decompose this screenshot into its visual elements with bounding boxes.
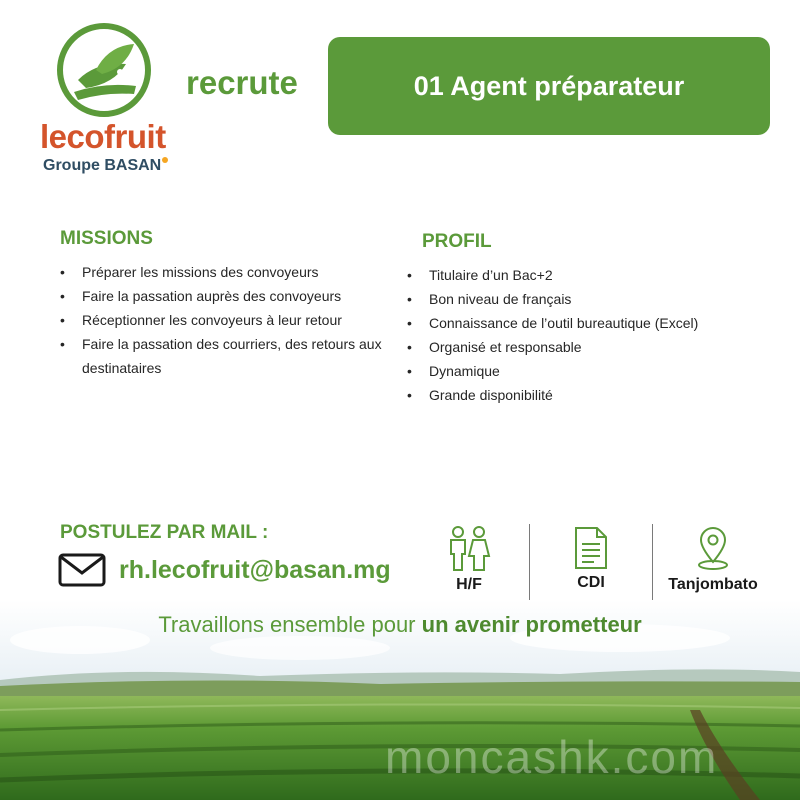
group-name xyxy=(43,157,183,175)
location-info xyxy=(654,526,772,602)
list-item: • Préparer les missions des convoyeurs xyxy=(60,260,390,284)
tagline-start: Travaillons ensemble pour xyxy=(158,612,416,637)
list-item: • Bon niveau de français xyxy=(407,287,777,311)
mail-icon xyxy=(58,553,106,587)
missions-list xyxy=(60,260,390,380)
list-item: • Titulaire d’un Bac+2 xyxy=(407,263,777,287)
missions-section xyxy=(60,228,390,380)
lecofruit-logo xyxy=(40,22,180,182)
apply-label: POSTULEZ PAR MAIL : xyxy=(60,522,269,543)
email-link[interactable]: rh.lecofruit@basan.mg xyxy=(119,556,391,584)
list-item: • Faire la passation auprès des convoyeurs xyxy=(60,284,390,308)
tagline-emphasis: un avenir prometteur xyxy=(421,612,642,637)
job-banner xyxy=(328,37,770,135)
leaf-hand-logo-icon xyxy=(56,22,152,118)
group-basan: BASAN xyxy=(104,157,162,174)
divider xyxy=(529,524,530,600)
missions-heading: MISSIONS xyxy=(60,228,153,249)
list-item: • Grande disponibilité xyxy=(407,383,777,407)
profil-heading: PROFIL xyxy=(422,231,492,252)
job-title: 01 Agent préparateur xyxy=(413,70,685,101)
list-item: • Connaissance de l’outil bureautique (Excel) xyxy=(407,311,777,335)
contract-label: CDI xyxy=(577,574,605,591)
list-item: • Dynamique xyxy=(407,359,777,383)
sun-dot-icon xyxy=(162,157,168,163)
document-icon xyxy=(573,526,609,570)
group-prefix: Groupe xyxy=(43,157,100,174)
list-item: • Faire la passation des courriers, des retours aux destinataires xyxy=(60,332,390,380)
people-icon xyxy=(445,526,493,572)
profil-section xyxy=(407,231,777,407)
tagline xyxy=(0,612,800,638)
divider xyxy=(652,524,653,600)
contract-info xyxy=(531,526,651,602)
location-pin-icon xyxy=(693,526,733,572)
location-label: Tanjombato xyxy=(668,576,758,593)
gender-label: H/F xyxy=(456,576,482,593)
recrute-label: recrute xyxy=(186,64,298,101)
brand-name: lecofruit xyxy=(40,118,166,155)
list-item: • Organisé et responsable xyxy=(407,335,777,359)
gender-info xyxy=(409,526,529,602)
list-item: • Réceptionner les convoyeurs à leur retour xyxy=(60,308,390,332)
watermark: moncashk.com xyxy=(385,731,719,783)
profil-list xyxy=(407,263,777,407)
